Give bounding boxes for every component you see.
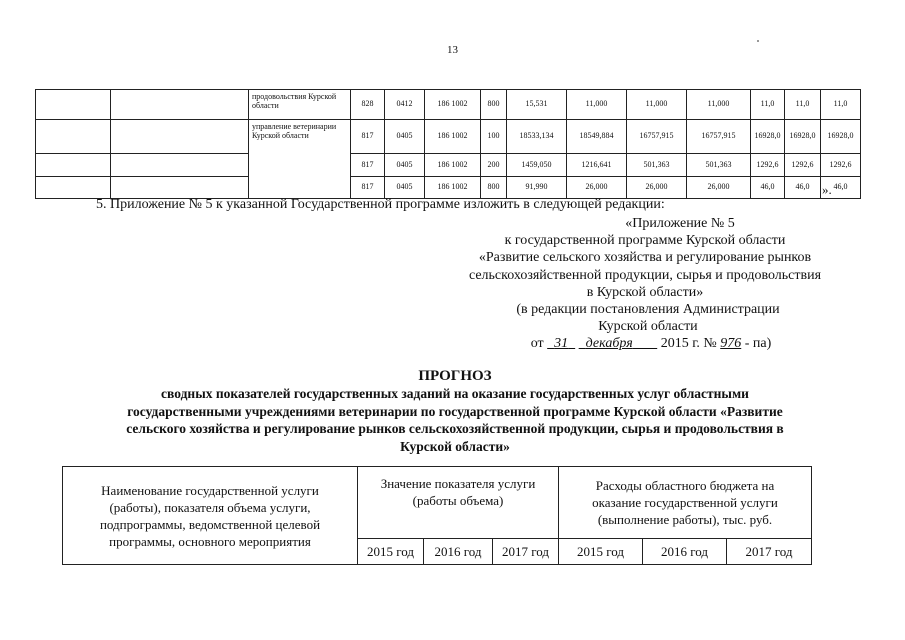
table-cell: 18549,884 (567, 120, 627, 154)
year-header: 2017 год (727, 539, 812, 565)
appendix-line: (в редакции постановления Администрации (516, 302, 780, 318)
table-cell: 16928,0 (821, 120, 861, 154)
table-cell: 0405 (385, 120, 425, 154)
continuation-table (35, 89, 861, 199)
table-cell: 1292,6 (785, 154, 821, 177)
closing-quote: ». (822, 182, 832, 197)
appendix-line: Курской области (598, 319, 698, 335)
header-line: Наименование государственной услуги (101, 482, 319, 498)
date-suffix: - па) (744, 336, 772, 352)
table-row (36, 154, 861, 177)
forecast-subtitle-line: Курской области» (400, 438, 510, 454)
header-line: Значение показателя услуги (380, 476, 536, 491)
table-cell: 11,0 (785, 90, 821, 120)
table-cell: 11,000 (627, 90, 687, 120)
table-cell: 800 (481, 177, 507, 199)
blank-cell (111, 120, 249, 154)
appendix-date-line (430, 335, 860, 352)
table-cell: 100 (481, 120, 507, 154)
table-cell: 1292,6 (751, 154, 785, 177)
table-cell: 817 (351, 154, 385, 177)
table-row (36, 120, 861, 154)
blank-cell (36, 154, 111, 177)
table-cell: 91,990 (507, 177, 567, 199)
table-cell: 46,0 (821, 177, 861, 199)
appendix-header (430, 215, 860, 353)
forecast-subtitle-line: сводных показателей государственных заданий на оказание государственных услуг областными (161, 386, 749, 402)
table-cell: 200 (481, 154, 507, 177)
budget-expense-header (559, 467, 812, 539)
table-cell: 18533,134 (507, 120, 567, 154)
blank-cell (111, 177, 249, 199)
table-cell: 501,363 (627, 154, 687, 177)
blank-cell (36, 90, 111, 120)
table-cell: 817 (351, 177, 385, 199)
forecast-heading (70, 368, 840, 455)
table-cell: 0405 (385, 154, 425, 177)
table-cell: 26,000 (627, 177, 687, 199)
appendix-line: сельскохозяйственной продукции, сырья и продовольствия (468, 267, 822, 283)
year-header: 2015 год (358, 539, 424, 565)
appendix-line: в Курской области» (586, 284, 704, 300)
table-cell: 1292,6 (821, 154, 861, 177)
scan-dot (757, 40, 759, 42)
table-cell: 46,0 (751, 177, 785, 199)
table-cell: 0405 (385, 177, 425, 199)
date-month (579, 336, 658, 351)
date-number: 976 (720, 336, 742, 352)
forecast-subtitle-line: государственными учреждениями ветеринарии по государственной программе Курской области «Развитие (127, 403, 783, 419)
blank-cell (111, 90, 249, 120)
table-cell: 0412 (385, 90, 425, 120)
service-name-header (63, 467, 358, 565)
table-cell: 817 (351, 120, 385, 154)
table-header-row (63, 467, 812, 539)
header-line: (выполнение работы), тыс. руб. (597, 512, 773, 527)
org-name-cell: управление ветеринарии Курской области (249, 120, 351, 199)
header-line: оказание государственной услуги (592, 495, 778, 510)
table-cell: 186 1002 (425, 90, 481, 120)
year-header: 2017 год (493, 539, 559, 565)
org-name-cell: продовольствия Курской области (249, 90, 351, 120)
table-cell: 186 1002 (425, 177, 481, 199)
table-cell: 501,363 (687, 154, 751, 177)
table-cell: 26,000 (687, 177, 751, 199)
table-cell: 800 (481, 90, 507, 120)
table-cell: 15,531 (507, 90, 567, 120)
table-cell: 16928,0 (751, 120, 785, 154)
table-cell: 16928,0 (785, 120, 821, 154)
table-cell: 11,0 (821, 90, 861, 120)
table-cell: 16757,915 (627, 120, 687, 154)
table-cell: 1216,641 (567, 154, 627, 177)
header-line: (работы), показателя объема услуги, (109, 499, 311, 515)
blank-cell (111, 154, 249, 177)
table-cell: 26,000 (567, 177, 627, 199)
table-cell: 11,000 (687, 90, 751, 120)
forecast-title: ПРОГНОЗ (418, 368, 492, 384)
indicator-value-header (358, 467, 559, 539)
year-header: 2016 год (643, 539, 727, 565)
header-line: (работы объема) (412, 493, 504, 508)
table-cell: 16757,915 (687, 120, 751, 154)
date-day (547, 336, 575, 351)
table-row (36, 90, 861, 120)
table-cell: 46,0 (785, 177, 821, 199)
header-line: подпрограммы, ведомственной целевой (99, 516, 321, 532)
table-cell: 828 (351, 90, 385, 120)
table-cell: 11,000 (567, 90, 627, 120)
blank-cell (36, 120, 111, 154)
appendix-line: «Приложение № 5 (625, 216, 735, 231)
table-row (36, 177, 861, 199)
date-day-value: 31 (554, 336, 569, 352)
appendix-line: к государственной программе Курской области (504, 233, 786, 249)
amendment-paragraph: 5. Приложение № 5 к указанной Государственной программе изложить в следующей редакции: (96, 197, 665, 212)
date-year: 2015 г. № (660, 336, 717, 352)
forecast-subtitle-line: сельского хозяйства и регулирование рынков сельскохозяйственной продукции, сырья и продовольствия в (126, 421, 784, 437)
header-line: программы, основного мероприятия (109, 533, 311, 549)
header-line: Расходы областного бюджета на (595, 478, 775, 493)
date-prefix: от (530, 336, 544, 352)
blank-cell (36, 177, 111, 199)
forecast-table (62, 466, 812, 565)
table-cell: 186 1002 (425, 120, 481, 154)
table-cell: 186 1002 (425, 154, 481, 177)
date-month-value: декабря (585, 336, 633, 352)
year-header: 2015 год (559, 539, 643, 565)
appendix-line: «Развитие сельского хозяйства и регулирование рынков (478, 250, 812, 266)
page-number: 13 (447, 44, 458, 56)
table-cell: 11,0 (751, 90, 785, 120)
table-cell: 1459,050 (507, 154, 567, 177)
year-header: 2016 год (424, 539, 493, 565)
